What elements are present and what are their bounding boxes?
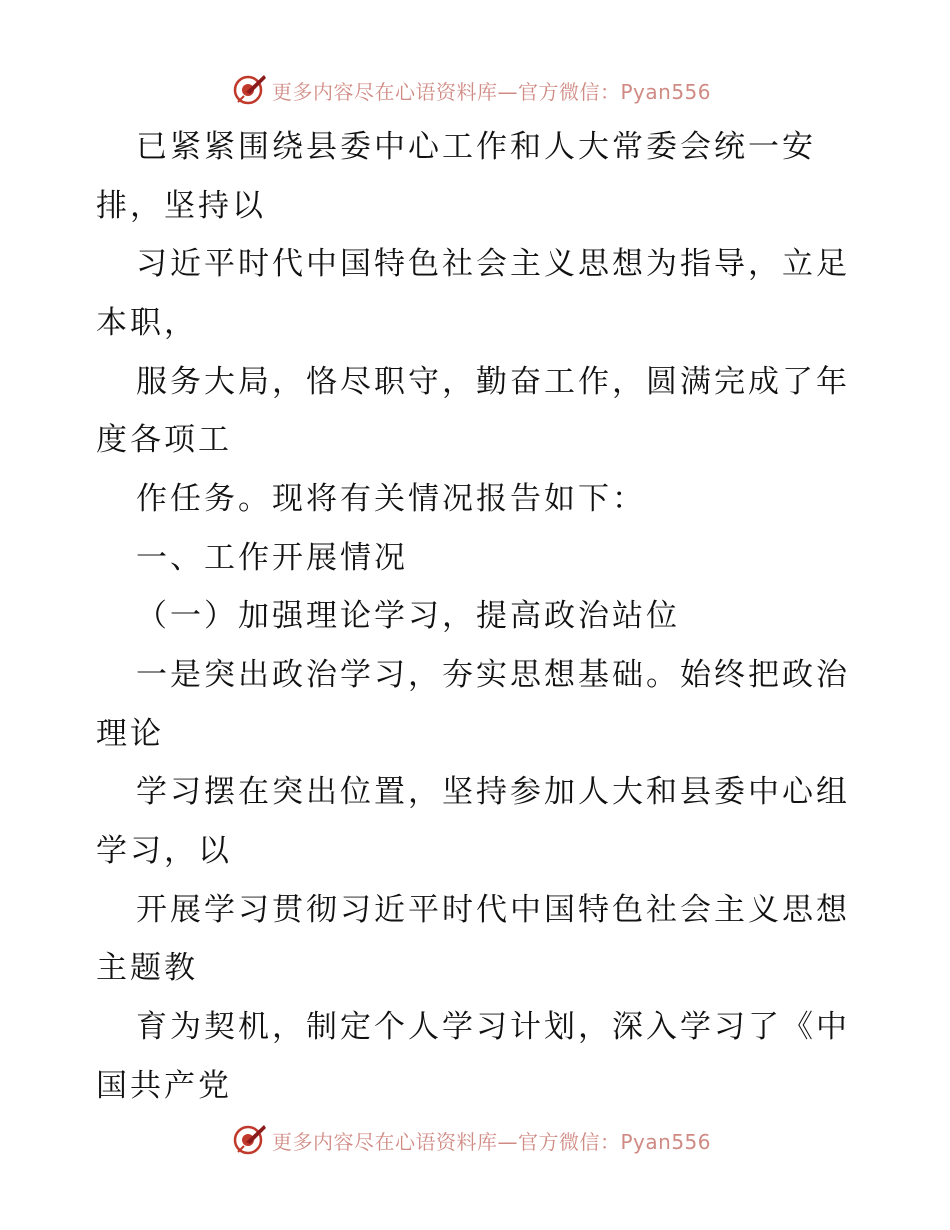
paragraph-line: 学习摆在突出位置，坚持参加人大和县委中心组 <box>136 774 850 810</box>
paragraph-line: 主题教 <box>96 950 198 986</box>
paragraph-line: 服务大局，恪尽职守，勤奋工作，圆满完成了年 <box>136 364 850 400</box>
paragraph-line: 学习，以 <box>96 833 232 869</box>
watermark-footer <box>232 1122 711 1158</box>
section-heading: 一、工作开展情况 <box>136 540 408 576</box>
watermark-text: 更多内容尽在心语资料库—官方微信：Pyan556 <box>272 1129 712 1154</box>
watermark-text: 更多内容尽在心语资料库—官方微信：Pyan556 <box>272 79 712 104</box>
paragraph-line: 习近平时代中国特色社会主义思想为指导，立足 <box>136 246 850 282</box>
paragraph-line: 度各项工 <box>96 422 232 458</box>
paragraph-line: 作任务。现将有关情况报告如下： <box>136 481 646 517</box>
paragraph-line: 本职， <box>96 305 198 341</box>
paragraph-line: 排，坚持以 <box>96 188 266 224</box>
paragraph-line: 开展学习贯彻习近平时代中国特色社会主义思想 <box>136 892 850 928</box>
quill-logo-icon <box>232 1122 268 1158</box>
paragraph-line: 育为契机，制定个人学习计划，深入学习了《中 <box>136 1009 850 1045</box>
paragraph-line: 已紧紧围绕县委中心工作和人大常委会统一安 <box>136 129 816 165</box>
paragraph-line: 理论 <box>96 716 164 752</box>
subsection-heading: （一）加强理论学习，提高政治站位 <box>136 598 680 634</box>
paragraph-line: 国共产党 <box>96 1068 232 1104</box>
paragraph-line: 一是突出政治学习，夯实思想基础。始终把政治 <box>136 657 850 693</box>
